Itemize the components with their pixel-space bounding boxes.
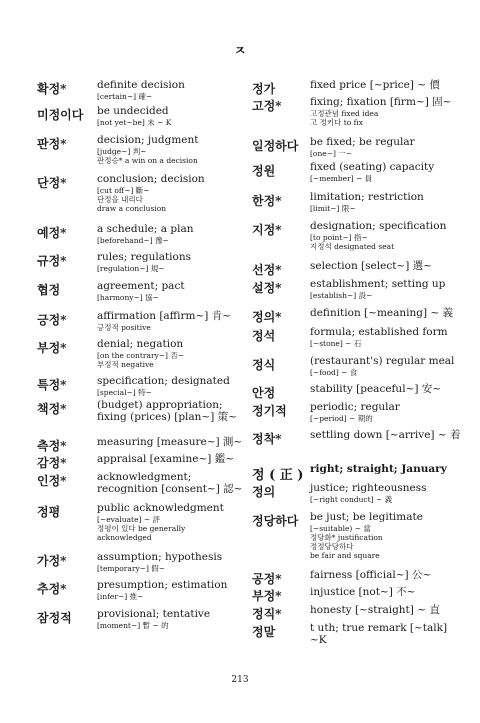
example-line: 긍정적 positive xyxy=(97,322,151,332)
headword: 부정* xyxy=(37,341,67,355)
dictionary-entry xyxy=(252,327,467,348)
dictionary-entry xyxy=(37,174,247,213)
entry-definition xyxy=(310,221,467,251)
definition-line: selection [select~] 選~ xyxy=(310,260,432,272)
dictionary-entry xyxy=(37,135,247,165)
definition-line: fixed (seating) capacity xyxy=(310,161,435,173)
entry-definition xyxy=(310,80,467,92)
example-line: 정평이 있다 be generally xyxy=(97,523,186,533)
definition-line: (budget) appropriation; xyxy=(97,399,223,411)
definition-line: provisional; tentative xyxy=(97,608,211,620)
dictionary-entry xyxy=(252,137,467,158)
entry-definition xyxy=(97,80,247,101)
example-line: [establish~] 設~ xyxy=(310,290,373,300)
entry-definition xyxy=(97,580,247,601)
headword: 부정* xyxy=(252,589,282,603)
entry-definition xyxy=(97,174,247,213)
headword: 정석 xyxy=(252,329,276,343)
entry-definition xyxy=(97,609,247,630)
example-line: [~food] ~ 食 xyxy=(310,367,358,377)
example-line: 단정을 내리다 xyxy=(97,194,143,204)
headword: 측정* xyxy=(37,439,67,453)
section-header: ㅈ xyxy=(233,44,247,59)
headword: 공정* xyxy=(252,572,282,586)
example-line: [~member] ~ 員 xyxy=(310,173,373,183)
headword: 정원 xyxy=(252,164,276,178)
headword: 선정* xyxy=(252,263,282,277)
headword: 정의* xyxy=(252,310,282,324)
dictionary-entry xyxy=(37,281,247,302)
definition-line: be just; be legitimate xyxy=(310,511,423,523)
headword: 정 ( 正 ) xyxy=(252,468,304,483)
entry-definition xyxy=(97,503,247,542)
dictionary-entry xyxy=(37,311,247,332)
entry-definition xyxy=(310,308,467,320)
dictionary-entry xyxy=(252,512,467,560)
dictionary-entry xyxy=(37,400,247,423)
headword: 미정이다 xyxy=(37,108,84,122)
definition-line: agreement; pact xyxy=(97,280,185,292)
dictionary-entry xyxy=(252,162,467,183)
example-line: [not yet~be] 未 ~ K xyxy=(97,117,172,127)
definition-line: formula; established form xyxy=(310,326,448,338)
definition-line: conclusion; decision xyxy=(97,173,205,185)
definition-line: appraisal [examine~] 鑑~ xyxy=(97,453,234,465)
dictionary-entry xyxy=(252,383,467,400)
entry-definition xyxy=(97,376,247,397)
definition-line: injustice [not~] 不~ xyxy=(310,586,416,598)
definition-line: measuring [measure~] 測~ xyxy=(97,436,243,448)
example-line: 부정적 negative xyxy=(97,359,154,369)
dictionary-entry xyxy=(37,580,247,601)
dictionary-entry xyxy=(252,604,467,621)
headword: 정식 xyxy=(252,358,276,372)
example-line: 지정석 designated seat xyxy=(310,241,395,251)
dictionary-entry xyxy=(252,586,467,603)
definition-line: definition [~meaning] ~ 義 xyxy=(310,307,454,319)
definition-line: be undecided xyxy=(97,105,169,117)
dictionary-entry xyxy=(37,453,247,470)
headword: 안정 xyxy=(252,386,276,400)
entry-definition xyxy=(310,512,467,560)
entry-definition xyxy=(310,327,467,348)
headword: 판정* xyxy=(37,137,67,151)
example-line: [cut off~] 斷~ xyxy=(97,185,150,195)
headword: 규정* xyxy=(37,254,67,268)
example-line: 판정승* a win on a decision xyxy=(97,155,198,165)
definition-line: rules; regulations xyxy=(97,251,192,263)
example-line: be fair and square xyxy=(310,550,380,560)
entry-definition xyxy=(97,472,247,495)
definition-line: honesty [~straight] ~ 直 xyxy=(310,604,440,616)
definition-line: settling down [~arrive] ~ 着 xyxy=(310,429,461,441)
definition-line: be fixed; be regular xyxy=(310,136,415,148)
entry-definition xyxy=(310,570,467,582)
headword: 감정* xyxy=(37,456,67,470)
entry-definition xyxy=(310,483,467,504)
dictionary-entry xyxy=(252,79,467,96)
headword: 설정* xyxy=(252,281,282,295)
example-line: [~suitable) ~ 當 xyxy=(310,523,371,533)
headword: 정가 xyxy=(252,82,276,96)
dictionary-entry xyxy=(37,436,247,453)
definition-line: recognition [consent~] 認~ xyxy=(97,482,243,495)
headword: 정직* xyxy=(252,607,282,621)
example-line: [on the contrary~] 否~ xyxy=(97,350,185,360)
headword: 단정* xyxy=(37,176,67,190)
dictionary-entry xyxy=(37,339,247,369)
headword: 특정* xyxy=(37,378,67,392)
dictionary-entry xyxy=(252,429,467,446)
headword: 긍정* xyxy=(37,313,67,327)
headword: 가정* xyxy=(37,554,67,568)
entry-definition xyxy=(97,552,247,573)
entry-definition xyxy=(310,587,467,599)
definition-line: affirmation [affirm~] 肯~ xyxy=(97,310,231,322)
dictionary-entry xyxy=(37,472,247,495)
entry-definition xyxy=(310,384,467,396)
dictionary-entry xyxy=(252,192,467,213)
entry-definition xyxy=(310,192,467,213)
definition-line: specification; designated xyxy=(97,375,230,387)
definition-line: fixed price [~price] ~ 價 xyxy=(310,79,440,91)
definition-line: stability [peaceful~] 安~ xyxy=(310,383,442,395)
headword: 정당하다 xyxy=(252,514,299,528)
dictionary-entry xyxy=(37,252,247,273)
headword: 정의 xyxy=(252,485,276,499)
example-line: [~right conduct] ~ 義 xyxy=(310,494,393,504)
entry-definition xyxy=(97,454,247,466)
entry-definition xyxy=(310,464,467,476)
example-line: [to point~] 指~ xyxy=(310,232,368,242)
dictionary-entry xyxy=(37,106,247,127)
example-line: [~evaluate] ~ 評 xyxy=(97,514,160,524)
example-line: 정당화* justification xyxy=(310,532,383,542)
dictionary-entry xyxy=(37,224,247,245)
example-line: [~period] ~ 期的 xyxy=(310,413,373,423)
definition-line: justice; righteousness xyxy=(310,482,427,494)
example-line: draw a conclusion xyxy=(97,203,167,213)
dictionary-entry xyxy=(252,569,467,586)
dictionary-entry xyxy=(252,463,467,483)
example-line: [beforehand~] 豫~ xyxy=(97,235,169,245)
definition-line: periodic; regular xyxy=(310,401,400,413)
example-line: [~stone] ~ 石 xyxy=(310,338,362,348)
definition-line: t uth; true remark [~talk] ~K xyxy=(310,622,448,646)
definition-line: public acknowledgment xyxy=(97,502,224,514)
example-line: [special~] 特~ xyxy=(97,387,152,397)
example-line: 정정당당하다 xyxy=(310,541,354,551)
entry-definition xyxy=(310,605,467,617)
example-line: [judge~] 判~ xyxy=(97,146,147,156)
definition-line: (restaurant's) regular meal xyxy=(310,355,455,367)
headword: 확정* xyxy=(37,82,67,96)
definition-line: presumption; estimation xyxy=(97,579,228,591)
example-line: [regulation~] 規~ xyxy=(97,263,165,273)
dictionary-entry xyxy=(37,503,247,542)
entry-definition xyxy=(97,281,247,302)
definition-line: fairness [official~] 公~ xyxy=(310,569,432,581)
entry-definition xyxy=(310,356,467,377)
example-line: 고정관념 fixed idea xyxy=(310,108,379,118)
entry-definition xyxy=(97,135,247,165)
headword: 협정 xyxy=(37,283,61,297)
definition-line: fixing; fixation [firm~] 固~ xyxy=(310,96,452,108)
example-line: acknowledged xyxy=(97,532,152,542)
dictionary-entry xyxy=(252,279,467,300)
example-line: [harmony~] 協~ xyxy=(97,292,159,302)
definition-line: fixing (prices) [plan~] 策~ xyxy=(97,410,237,423)
entry-definition xyxy=(97,311,247,332)
dictionary-entry xyxy=(252,483,467,504)
entry-definition xyxy=(97,252,247,273)
definition-line: decision; judgment xyxy=(97,134,199,146)
dictionary-entry xyxy=(252,260,467,277)
example-line: [moment~] 暫 ~ 的 xyxy=(97,620,169,630)
definition-line: denial; negation xyxy=(97,338,184,350)
definition-line: establishment; setting up xyxy=(310,278,446,290)
page-number: 213 xyxy=(231,675,249,685)
entry-definition xyxy=(310,279,467,300)
example-line: 고 정키다 to fix xyxy=(310,117,363,127)
definition-line: right; straight; January xyxy=(310,463,447,475)
entry-definition xyxy=(310,162,467,183)
headword: 정말 xyxy=(252,625,276,639)
definition-line: assumption; hypothesis xyxy=(97,551,223,563)
dictionary-entry xyxy=(37,609,247,630)
example-line: [certain~] 確~ xyxy=(97,91,153,101)
headword: 일정하다 xyxy=(252,139,299,153)
dictionary-entry xyxy=(252,307,467,324)
headword: 정착* xyxy=(252,432,282,446)
dictionary-entry xyxy=(252,402,467,423)
dictionary-entry xyxy=(37,376,247,397)
example-line: [infer~] 推~ xyxy=(97,591,144,601)
example-line: [limit~] 限~ xyxy=(310,203,356,213)
headword: 예정* xyxy=(37,226,67,240)
entry-definition xyxy=(97,339,247,369)
entry-definition xyxy=(310,137,467,158)
entry-definition xyxy=(310,430,467,442)
entry-definition xyxy=(97,224,247,245)
dictionary-entry xyxy=(37,80,247,101)
headword: 정기적 xyxy=(252,404,287,418)
dictionary-entry xyxy=(252,623,467,646)
headword: 한정* xyxy=(252,194,282,208)
headword: 잠정적 xyxy=(37,611,72,625)
entry-definition xyxy=(310,97,467,127)
dictionary-entry xyxy=(37,552,247,573)
definition-line: designation; specification xyxy=(310,220,447,232)
dictionary-entry xyxy=(252,221,467,251)
entry-definition xyxy=(97,400,247,423)
headword: 정평 xyxy=(37,505,61,519)
entry-definition xyxy=(97,437,247,449)
example-line: [temporary~] 假~ xyxy=(97,563,166,573)
definition-line: definite decision xyxy=(97,79,185,91)
dictionary-entry xyxy=(252,97,467,127)
headword: 추정* xyxy=(37,582,67,596)
headword: 고정* xyxy=(252,99,282,113)
definition-line: acknowledgment; xyxy=(97,471,192,483)
definition-line: limitation; restriction xyxy=(310,191,424,203)
entry-definition xyxy=(310,623,467,646)
example-line: [one~] 一~ xyxy=(310,148,353,158)
entry-definition xyxy=(97,106,247,127)
entry-definition xyxy=(310,402,467,423)
dictionary-entry xyxy=(252,356,467,377)
headword: 인정* xyxy=(37,474,67,488)
entry-definition xyxy=(310,261,467,273)
definition-line: a schedule; a plan xyxy=(97,223,194,235)
headword: 지정* xyxy=(252,223,282,237)
headword: 책정* xyxy=(37,402,67,416)
